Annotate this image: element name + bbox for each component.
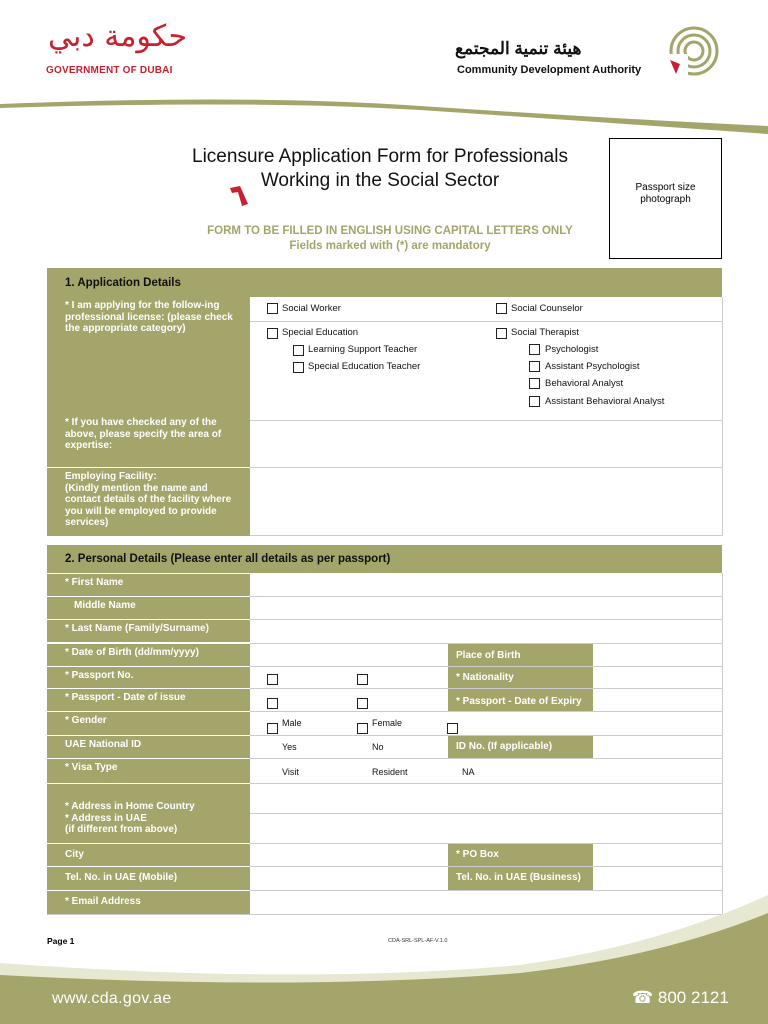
nationality-label: * Nationality (448, 667, 593, 688)
passport-issue-checkbox-2[interactable] (357, 698, 368, 709)
tel-business-label: Tel. No. in UAE (Business) (448, 867, 593, 890)
tel-mobile-label: Tel. No. in UAE (Mobile) (47, 867, 250, 890)
passport-no-checkbox-1[interactable] (267, 674, 278, 685)
assistant-behavioral-analyst-label: Assistant Behavioral Analyst (545, 396, 665, 407)
passport-no-checkbox-2[interactable] (357, 674, 368, 685)
section2-heading: 2. Personal Details (Please enter all details as per passport) (47, 545, 722, 573)
tel-mobile-input[interactable] (251, 867, 447, 889)
passport-expiry-input[interactable] (594, 689, 721, 710)
uae-id-no-label: No (372, 742, 384, 752)
learning-support-teacher-label: Learning Support Teacher (308, 344, 418, 355)
psychologist-label: Psychologist (545, 344, 599, 355)
special-education-teacher-checkbox[interactable] (293, 362, 304, 373)
social-worker-checkbox[interactable] (267, 303, 278, 314)
header-swoosh (0, 96, 768, 136)
middle-name-input[interactable] (251, 597, 721, 618)
red-accent-icon (228, 184, 252, 208)
visa-visit-label: Visit (282, 767, 299, 777)
passport-photo-box: Passport size photograph (609, 138, 722, 259)
form-title-line2: Working in the Social Sector (260, 170, 500, 191)
website-link[interactable]: www.cda.gov.ae (52, 990, 172, 1007)
uae-id-yes-label: Yes (282, 742, 297, 752)
po-box-input[interactable] (594, 844, 721, 865)
phone-number: ☎ 800 2121 (632, 988, 729, 1007)
middle-name-label: Middle Name (47, 597, 250, 619)
gov-dubai-arabic-logo: حكومة دبي (48, 19, 188, 54)
email-input[interactable] (251, 891, 721, 913)
social-counselor-label: Social Counselor (511, 303, 583, 314)
tel-business-input[interactable] (594, 867, 721, 889)
gender-male-checkbox[interactable] (267, 723, 278, 734)
passport-expiry-label: * Passport - Date of Expiry (448, 689, 593, 711)
uae-id-label: UAE National ID (47, 736, 250, 758)
visa-na-label: NA (462, 767, 475, 777)
section1-heading: 1. Application Details (47, 268, 722, 297)
instruction-mandatory: Fields marked with (*) are mandatory (289, 240, 491, 252)
id-no-input[interactable] (594, 736, 721, 757)
po-box-label: * PO Box (448, 844, 593, 866)
special-education-teacher-label: Special Education Teacher (308, 361, 421, 372)
address-uae-label: * Address in UAE (if different from above) (47, 813, 250, 843)
address-home-label: * Address in Home Country (47, 784, 250, 813)
dob-input[interactable] (251, 644, 447, 665)
place-of-birth-label: Place of Birth (448, 644, 593, 666)
assistant-behavioral-analyst-checkbox[interactable] (529, 396, 540, 407)
behavioral-analyst-checkbox[interactable] (529, 378, 540, 389)
expertise-input[interactable] (251, 421, 721, 466)
social-therapist-label: Social Therapist (511, 327, 579, 338)
facility-label: Employing Facility: (Kindly mention the name and contact details of the facility where you will be employed to provide services) (65, 471, 232, 528)
visa-resident-label: Resident (372, 767, 408, 777)
social-counselor-checkbox[interactable] (496, 303, 507, 314)
gender-female-checkbox[interactable] (357, 723, 368, 734)
visa-type-label: * Visa Type (47, 759, 250, 783)
page-number: Page 1 (47, 936, 75, 946)
passport-issue-checkbox-1[interactable] (267, 698, 278, 709)
behavioral-analyst-label: Behavioral Analyst (545, 378, 624, 389)
gender-male-label: Male (282, 718, 302, 728)
gender-label: * Gender (47, 712, 250, 735)
cda-english-name: Community Development Authority (457, 64, 642, 76)
expertise-label: * If you have checked any of the above, please specify the area of expertise: (65, 417, 222, 451)
gender-other-checkbox[interactable] (447, 723, 458, 734)
first-name-input[interactable] (251, 574, 721, 595)
email-label: * Email Address (47, 891, 250, 914)
last-name-label: * Last Name (Family/Surname) (47, 620, 250, 642)
form-code: CDA-SRL-SPL-AF-V.1.0 (388, 938, 448, 944)
nationality-input[interactable] (594, 667, 721, 687)
assistant-psychologist-label: Assistant Psychologist (545, 361, 640, 372)
social-worker-label: Social Worker (282, 303, 341, 314)
assistant-psychologist-checkbox[interactable] (529, 361, 540, 372)
address-uae-input[interactable] (251, 814, 721, 842)
psychologist-checkbox[interactable] (529, 344, 540, 355)
id-no-label: ID No. (If applicable) (448, 736, 593, 758)
place-of-birth-input[interactable] (594, 644, 721, 665)
applying-label-text: * I am applying for the follow-ing professional license: (please check the appropriate category) (65, 300, 233, 334)
social-therapist-checkbox[interactable] (496, 328, 507, 339)
first-name-label: * First Name (47, 574, 250, 596)
passport-issue-label: * Passport - Date of issue (47, 689, 250, 711)
gender-female-label: Female (372, 718, 403, 728)
form-title-line1: Licensure Application Form for Professionals (192, 146, 568, 167)
learning-support-teacher-checkbox[interactable] (293, 345, 304, 356)
facility-input[interactable] (251, 468, 721, 534)
instruction-capitals: FORM TO BE FILLED IN ENGLISH USING CAPITAL LETTERS ONLY (207, 225, 573, 237)
special-education-checkbox[interactable] (267, 328, 278, 339)
city-input[interactable] (251, 844, 447, 865)
cda-arabic-name: هيئة تنمية المجتمع (455, 39, 582, 58)
address-home-input[interactable] (251, 784, 721, 812)
gov-dubai-english: GOVERNMENT OF DUBAI (46, 65, 173, 76)
special-education-label: Special Education (282, 327, 359, 338)
cda-logo-icon (664, 24, 722, 80)
dob-label: * Date of Birth (dd/mm/yyyy) (47, 644, 250, 666)
last-name-input[interactable] (251, 620, 721, 642)
passport-no-label: * Passport No. (47, 667, 250, 688)
city-label: City (47, 844, 250, 866)
